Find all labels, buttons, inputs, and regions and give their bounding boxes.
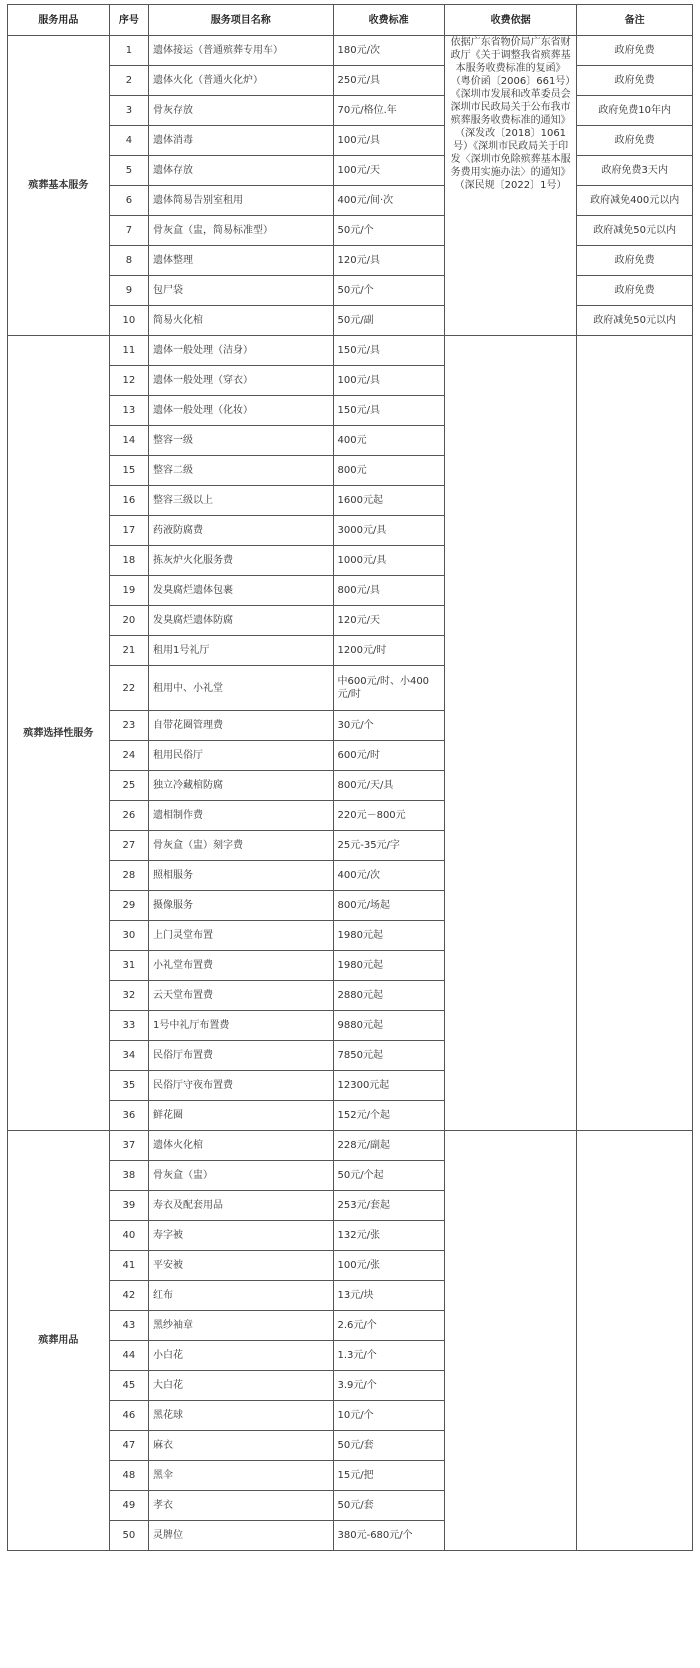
seq-cell: 36 xyxy=(109,1101,148,1131)
seq-cell: 21 xyxy=(109,636,148,666)
seq-cell: 46 xyxy=(109,1401,148,1431)
service-name-cell: 遗体存放 xyxy=(149,156,334,186)
price-cell: 2880元起 xyxy=(333,981,444,1011)
seq-cell: 9 xyxy=(109,276,148,306)
seq-cell: 44 xyxy=(109,1341,148,1371)
service-name-cell: 遗体火化棺 xyxy=(149,1131,334,1161)
header-category: 服务用品 xyxy=(8,5,110,36)
header-name: 服务项目名称 xyxy=(149,5,334,36)
price-cell: 50元/个 xyxy=(333,276,444,306)
seq-cell: 19 xyxy=(109,576,148,606)
seq-cell: 42 xyxy=(109,1281,148,1311)
service-name-cell: 平安被 xyxy=(149,1251,334,1281)
note-cell: 政府减免400元以内 xyxy=(577,186,693,216)
price-cell: 120元/具 xyxy=(333,246,444,276)
service-name-cell: 遗相制作费 xyxy=(149,801,334,831)
service-name-cell: 民俗厅布置费 xyxy=(149,1041,334,1071)
price-cell: 1980元起 xyxy=(333,951,444,981)
price-cell: 250元/具 xyxy=(333,66,444,96)
price-cell: 150元/具 xyxy=(333,396,444,426)
header-note: 备注 xyxy=(577,5,693,36)
price-cell: 1000元/具 xyxy=(333,546,444,576)
service-name-cell: 包尸袋 xyxy=(149,276,334,306)
seq-cell: 16 xyxy=(109,486,148,516)
price-cell: 220元－800元 xyxy=(333,801,444,831)
seq-cell: 30 xyxy=(109,921,148,951)
price-cell: 100元/张 xyxy=(333,1251,444,1281)
table-row xyxy=(8,336,693,366)
seq-cell: 8 xyxy=(109,246,148,276)
seq-cell: 1 xyxy=(109,36,148,66)
seq-cell: 14 xyxy=(109,426,148,456)
price-cell: 100元/具 xyxy=(333,366,444,396)
category-cell: 殡葬选择性服务 xyxy=(8,336,110,1131)
price-cell: 800元/场起 xyxy=(333,891,444,921)
note-cell: 政府免费 xyxy=(577,36,693,66)
service-name-cell: 遗体简易告别室租用 xyxy=(149,186,334,216)
service-name-cell: 鲜花圈 xyxy=(149,1101,334,1131)
price-cell: 380元-680元/个 xyxy=(333,1521,444,1551)
price-cell: 150元/具 xyxy=(333,336,444,366)
service-name-cell: 自带花圈管理费 xyxy=(149,711,334,741)
price-cell: 25元-35元/字 xyxy=(333,831,444,861)
fee-table-container xyxy=(7,4,693,1551)
service-name-cell: 红布 xyxy=(149,1281,334,1311)
service-name-cell: 骨灰盒（盅） xyxy=(149,1161,334,1191)
category-cell: 殡葬基本服务 xyxy=(8,36,110,336)
price-cell: 7850元起 xyxy=(333,1041,444,1071)
price-cell: 152元/个起 xyxy=(333,1101,444,1131)
service-name-cell: 摄像服务 xyxy=(149,891,334,921)
seq-cell: 50 xyxy=(109,1521,148,1551)
service-name-cell: 遗体接运（普通殡葬专用车） xyxy=(149,36,334,66)
table-row xyxy=(8,246,693,276)
service-name-cell: 大白花 xyxy=(149,1371,334,1401)
seq-cell: 35 xyxy=(109,1071,148,1101)
seq-cell: 43 xyxy=(109,1311,148,1341)
service-name-cell: 遗体整理 xyxy=(149,246,334,276)
seq-cell: 10 xyxy=(109,306,148,336)
seq-cell: 49 xyxy=(109,1491,148,1521)
seq-cell: 7 xyxy=(109,216,148,246)
seq-cell: 6 xyxy=(109,186,148,216)
price-cell: 132元/张 xyxy=(333,1221,444,1251)
service-name-cell: 照相服务 xyxy=(149,861,334,891)
price-cell: 10元/个 xyxy=(333,1401,444,1431)
service-name-cell: 整容三级以上 xyxy=(149,486,334,516)
price-cell: 253元/套起 xyxy=(333,1191,444,1221)
service-name-cell: 1号中礼厅布置费 xyxy=(149,1011,334,1041)
price-cell: 800元/具 xyxy=(333,576,444,606)
seq-cell: 41 xyxy=(109,1251,148,1281)
price-cell: 800元/天/具 xyxy=(333,771,444,801)
service-name-cell: 骨灰盒（盅，简易标准型） xyxy=(149,216,334,246)
table-row xyxy=(8,66,693,96)
seq-cell: 32 xyxy=(109,981,148,1011)
service-name-cell: 黑伞 xyxy=(149,1461,334,1491)
seq-cell: 40 xyxy=(109,1221,148,1251)
service-name-cell: 孝衣 xyxy=(149,1491,334,1521)
price-cell: 800元 xyxy=(333,456,444,486)
note-cell: 政府减免50元以内 xyxy=(577,216,693,246)
seq-cell: 22 xyxy=(109,666,148,711)
price-cell: 50元/套 xyxy=(333,1431,444,1461)
seq-cell: 28 xyxy=(109,861,148,891)
price-cell: 50元/个起 xyxy=(333,1161,444,1191)
header-price: 收费标准 xyxy=(333,5,444,36)
price-cell: 15元/把 xyxy=(333,1461,444,1491)
price-cell: 100元/天 xyxy=(333,156,444,186)
service-name-cell: 云天堂布置费 xyxy=(149,981,334,1011)
note-cell: 政府减免50元以内 xyxy=(577,306,693,336)
service-name-cell: 骨灰盒（盅）刻字费 xyxy=(149,831,334,861)
seq-cell: 15 xyxy=(109,456,148,486)
service-name-cell: 黑花球 xyxy=(149,1401,334,1431)
price-cell: 228元/副起 xyxy=(333,1131,444,1161)
seq-cell: 23 xyxy=(109,711,148,741)
price-cell: 3.9元/个 xyxy=(333,1371,444,1401)
note-cell: 政府免费 xyxy=(577,276,693,306)
seq-cell: 4 xyxy=(109,126,148,156)
header-seq: 序号 xyxy=(109,5,148,36)
seq-cell: 3 xyxy=(109,96,148,126)
service-name-cell: 发臭腐烂遗体防腐 xyxy=(149,606,334,636)
price-cell: 1980元起 xyxy=(333,921,444,951)
service-name-cell: 整容二级 xyxy=(149,456,334,486)
seq-cell: 37 xyxy=(109,1131,148,1161)
service-name-cell: 小礼堂布置费 xyxy=(149,951,334,981)
price-cell: 600元/时 xyxy=(333,741,444,771)
table-row xyxy=(8,216,693,246)
category-cell: 殡葬用品 xyxy=(8,1131,110,1551)
price-cell: 中600元/时、小400元/时 xyxy=(333,666,444,711)
note-empty-cell xyxy=(577,1131,693,1551)
table-row xyxy=(8,1131,693,1161)
seq-cell: 12 xyxy=(109,366,148,396)
seq-cell: 29 xyxy=(109,891,148,921)
seq-cell: 24 xyxy=(109,741,148,771)
seq-cell: 18 xyxy=(109,546,148,576)
table-row xyxy=(8,156,693,186)
price-cell: 3000元/具 xyxy=(333,516,444,546)
table-row xyxy=(8,306,693,336)
service-name-cell: 整容一级 xyxy=(149,426,334,456)
price-cell: 30元/个 xyxy=(333,711,444,741)
table-row xyxy=(8,96,693,126)
service-name-cell: 寿衣及配套用品 xyxy=(149,1191,334,1221)
service-name-cell: 租用民俗厅 xyxy=(149,741,334,771)
header-basis: 收费依据 xyxy=(444,5,577,36)
note-cell: 政府免费3天内 xyxy=(577,156,693,186)
header-row xyxy=(8,5,693,36)
price-cell: 13元/块 xyxy=(333,1281,444,1311)
seq-cell: 25 xyxy=(109,771,148,801)
seq-cell: 5 xyxy=(109,156,148,186)
seq-cell: 34 xyxy=(109,1041,148,1071)
service-name-cell: 药液防腐费 xyxy=(149,516,334,546)
service-name-cell: 独立冷藏棺防腐 xyxy=(149,771,334,801)
price-cell: 1600元起 xyxy=(333,486,444,516)
fee-basis-empty-cell xyxy=(444,1131,577,1551)
service-name-cell: 遗体一般处理（化妆） xyxy=(149,396,334,426)
price-cell: 2.6元/个 xyxy=(333,1311,444,1341)
seq-cell: 45 xyxy=(109,1371,148,1401)
fee-basis-cell: 依据广东省物价局广东省财政厅《关于调整我省殡葬基本服务收费标准的复函》（粤价函〔2006〕661号）《深圳市发展和改革委员会深圳市民政局关于公布我市殡葬服务收费标准的通知》（深发改〔2018〕1061号）《深圳市民政局关于印发〈深圳市免除殡葬基本服务费用实施办法〉的通知》（深民规〔2022〕1号） xyxy=(444,36,577,336)
note-cell: 政府免费 xyxy=(577,246,693,276)
service-name-cell: 上门灵堂布置 xyxy=(149,921,334,951)
service-name-cell: 发臭腐烂遗体包裹 xyxy=(149,576,334,606)
service-name-cell: 遗体消毒 xyxy=(149,126,334,156)
seq-cell: 47 xyxy=(109,1431,148,1461)
price-cell: 1200元/时 xyxy=(333,636,444,666)
seq-cell: 20 xyxy=(109,606,148,636)
seq-cell: 26 xyxy=(109,801,148,831)
price-cell: 100元/具 xyxy=(333,126,444,156)
service-name-cell: 遗体火化（普通火化炉） xyxy=(149,66,334,96)
seq-cell: 48 xyxy=(109,1461,148,1491)
seq-cell: 33 xyxy=(109,1011,148,1041)
table-row xyxy=(8,276,693,306)
funeral-fee-table xyxy=(7,4,693,1551)
fee-basis-empty-cell xyxy=(444,336,577,1131)
price-cell: 50元/套 xyxy=(333,1491,444,1521)
service-name-cell: 小白花 xyxy=(149,1341,334,1371)
note-empty-cell xyxy=(577,336,693,1131)
note-cell: 政府免费 xyxy=(577,66,693,96)
service-name-cell: 租用中、小礼堂 xyxy=(149,666,334,711)
table-row xyxy=(8,126,693,156)
service-name-cell: 黑纱袖章 xyxy=(149,1311,334,1341)
seq-cell: 38 xyxy=(109,1161,148,1191)
service-name-cell: 遗体一般处理（穿衣） xyxy=(149,366,334,396)
seq-cell: 17 xyxy=(109,516,148,546)
seq-cell: 13 xyxy=(109,396,148,426)
price-cell: 50元/副 xyxy=(333,306,444,336)
service-name-cell: 简易火化棺 xyxy=(149,306,334,336)
price-cell: 50元/个 xyxy=(333,216,444,246)
table-row xyxy=(8,186,693,216)
seq-cell: 11 xyxy=(109,336,148,366)
price-cell: 180元/次 xyxy=(333,36,444,66)
price-cell: 400元/间·次 xyxy=(333,186,444,216)
price-cell: 9880元起 xyxy=(333,1011,444,1041)
service-name-cell: 民俗厅守夜布置费 xyxy=(149,1071,334,1101)
price-cell: 1.3元/个 xyxy=(333,1341,444,1371)
note-cell: 政府免费 xyxy=(577,126,693,156)
service-name-cell: 遗体一般处理（洁身） xyxy=(149,336,334,366)
price-cell: 120元/天 xyxy=(333,606,444,636)
seq-cell: 39 xyxy=(109,1191,148,1221)
service-name-cell: 寿字被 xyxy=(149,1221,334,1251)
service-name-cell: 租用1号礼厅 xyxy=(149,636,334,666)
price-cell: 70元/格位.年 xyxy=(333,96,444,126)
note-cell: 政府免费10年内 xyxy=(577,96,693,126)
seq-cell: 27 xyxy=(109,831,148,861)
price-cell: 400元/次 xyxy=(333,861,444,891)
service-name-cell: 骨灰存放 xyxy=(149,96,334,126)
seq-cell: 2 xyxy=(109,66,148,96)
seq-cell: 31 xyxy=(109,951,148,981)
service-name-cell: 灵牌位 xyxy=(149,1521,334,1551)
service-name-cell: 麻衣 xyxy=(149,1431,334,1461)
price-cell: 12300元起 xyxy=(333,1071,444,1101)
table-row xyxy=(8,36,693,66)
price-cell: 400元 xyxy=(333,426,444,456)
table-body xyxy=(8,36,693,1551)
service-name-cell: 拣灰炉火化服务费 xyxy=(149,546,334,576)
